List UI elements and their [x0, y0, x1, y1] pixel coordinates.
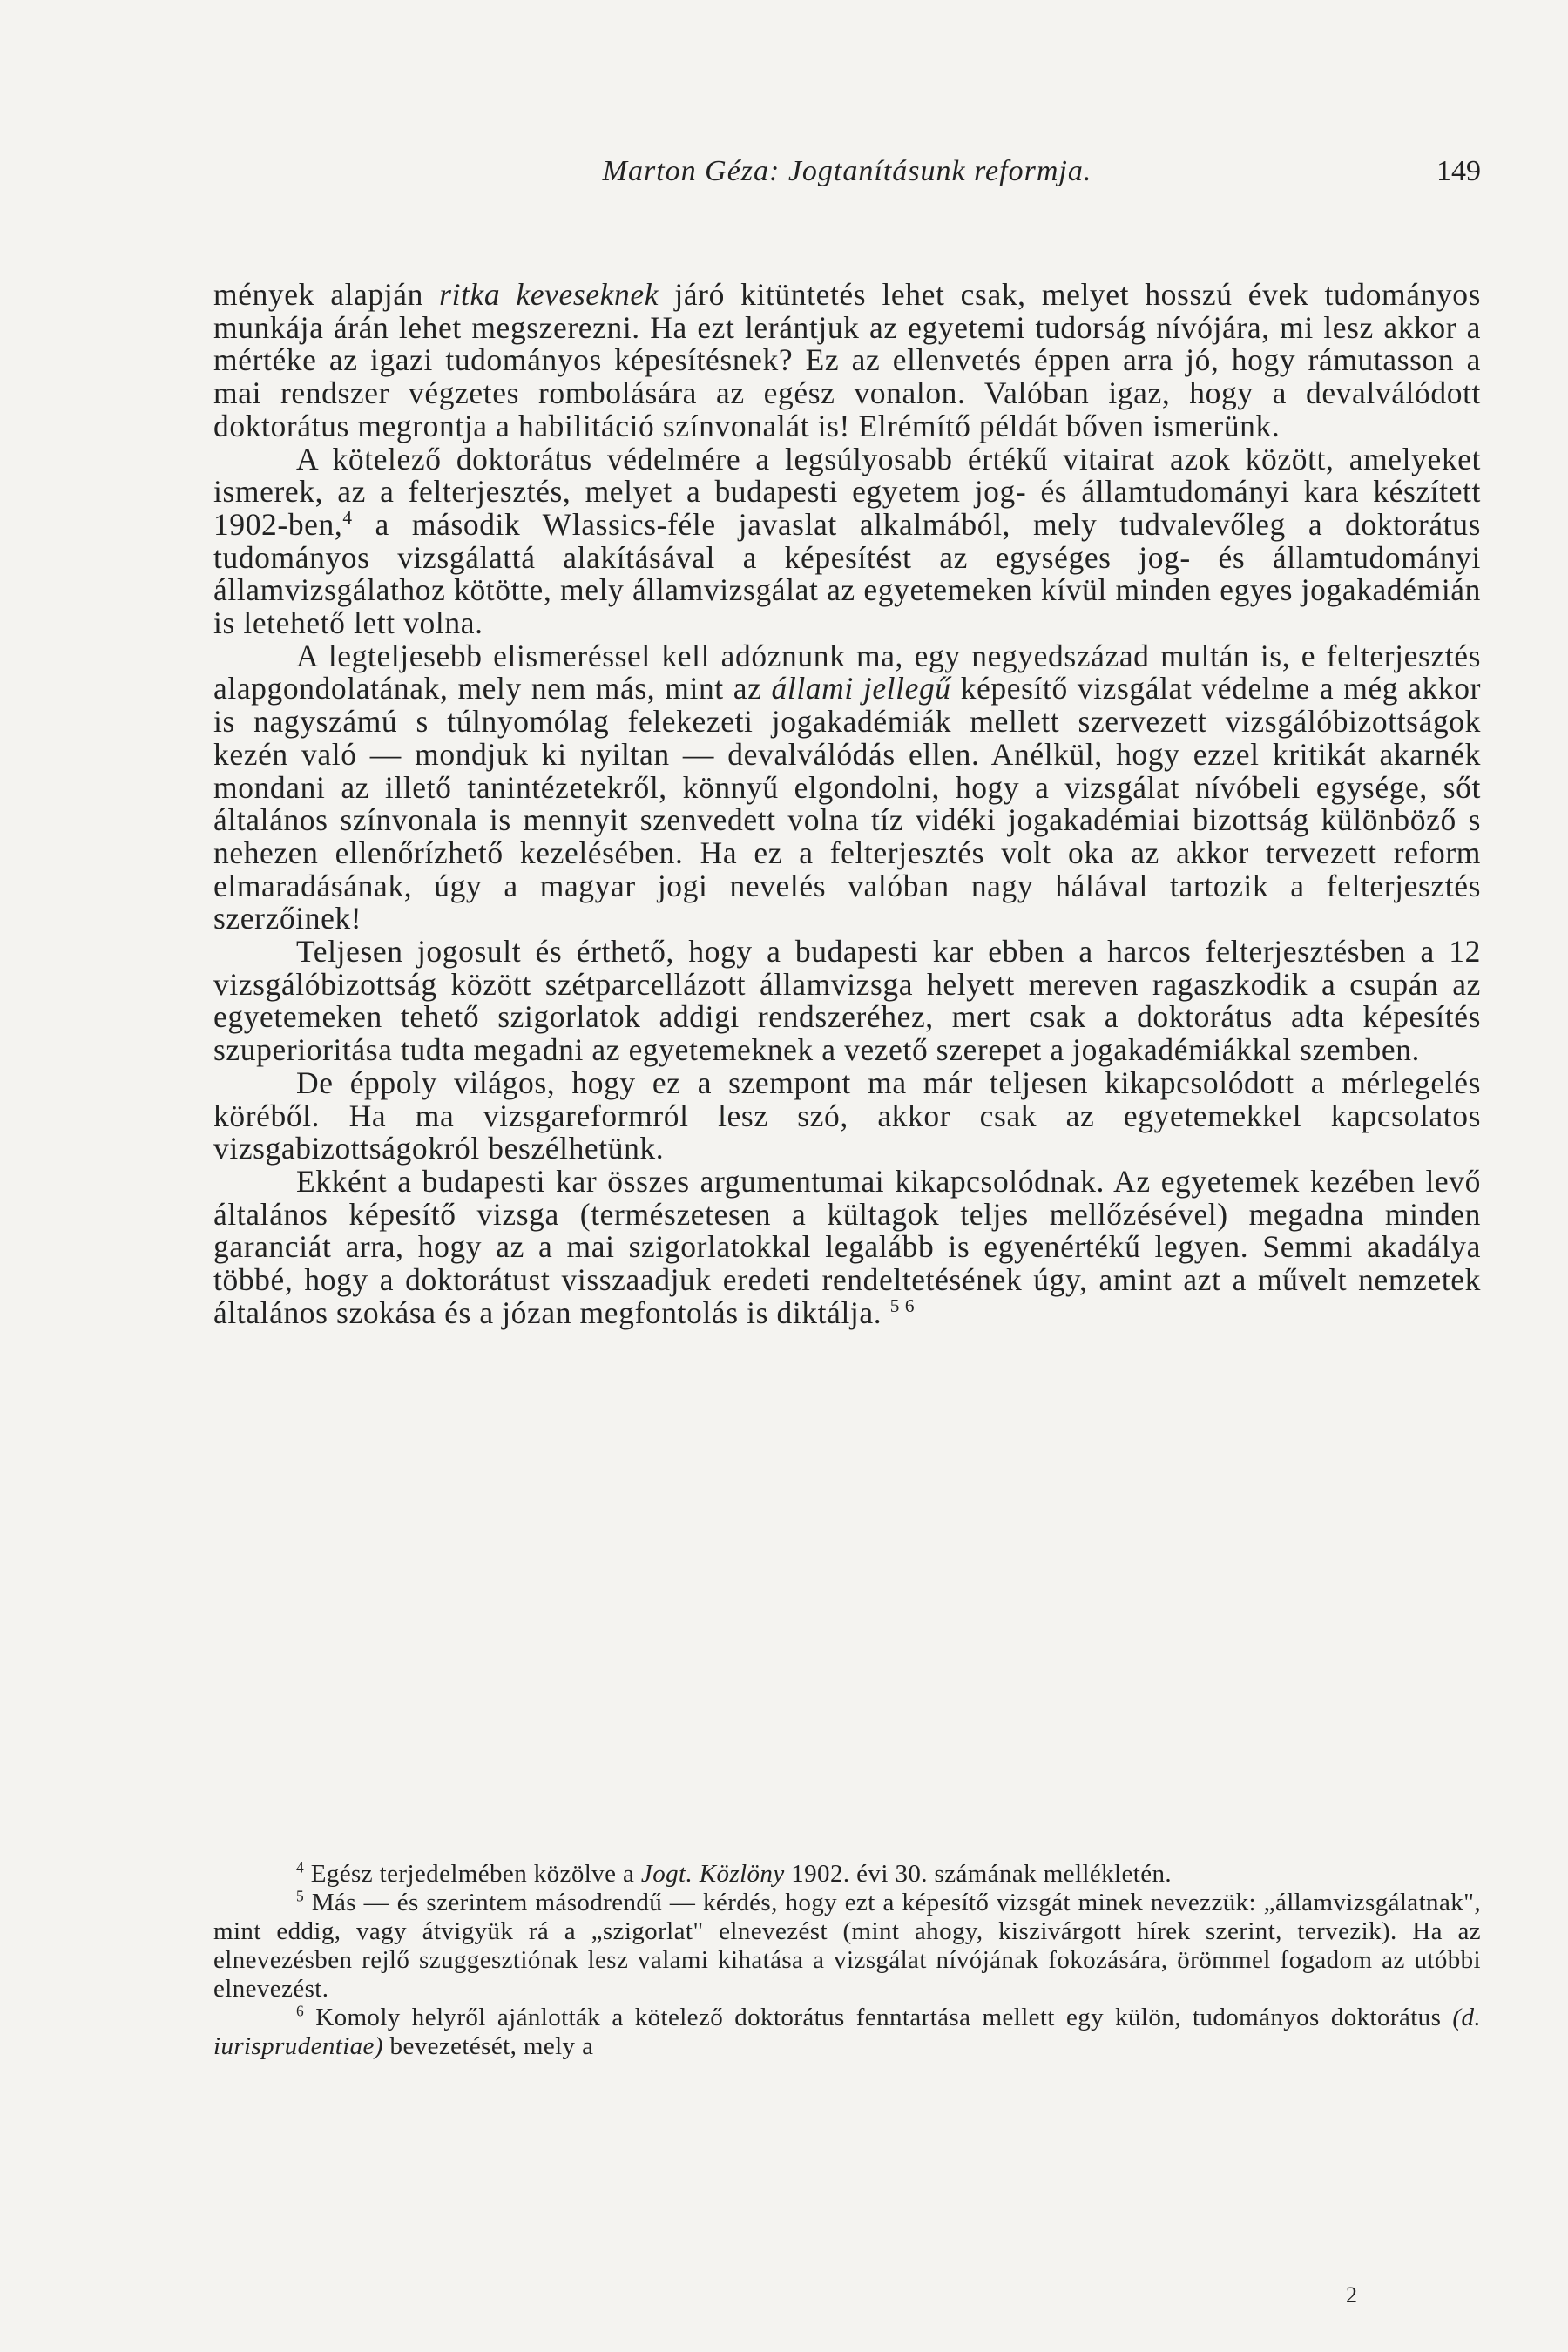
footnote-6: $^6$ Komoly helyről ajánlották a kötelező doktorátus fenntartása mellett egy külön, tudományos doktorátus (d. iurisprudentiae) bevezetését, mely a	[213, 2002, 1481, 2060]
footnote-ref-4: 4	[342, 507, 353, 529]
paragraph-4: Teljesen jogosult és érthető, hogy a budapesti kar ebben a harcos felterjesztésben a 12 vizsgálóbizottság között szétparcellázott államvizsga helyett mereven ragaszkodik a csupán az egyetemeken tehető szigorlatok addigi rendszeréhez, mert csak a doktorátus adta képesítés szuperioritása tudta megadni az egyetemeknek a vezető szerepet a jogakadémiákkal szemben.	[213, 934, 1481, 1068]
running-title: Marton Géza: Jogtanításunk reformja.	[602, 155, 1092, 187]
emphasis: ritka keveseknek	[439, 277, 659, 312]
footnote-4: $^4$ Egész terjedelmében közölve a Jogt. Közlöny 1902. évi 30. számának mellékletén.	[296, 1858, 1173, 1888]
footnotes	[213, 1860, 1481, 2061]
page-number: 149	[1436, 155, 1481, 187]
paragraph-1: mények alapján ritka keveseknek járó kitüntetés lehet csak, melyet hosszú évek tudományos munkája árán lehet megszerezni. Ha ezt lerántjuk az egyetemi tudorság nívójára, mi lesz akkor a mértéke az igazi tudományos képesítésnek? Ez az ellenvetés éppen arra jó, hogy rámutasson a mai rendszer végzetes rombolására az egész vonalon. Valóban igaz, hogy a devalválódott doktorátus megrontja a habilitáció színvonalát is! Elrémítő példát bőven ismerünk.	[213, 277, 1482, 443]
paragraph-3: A legteljesebb elismeréssel kell adóznunk ma, egy negyedszázad multán is, e felterjesztés alapgondolatának, mely nem más, mint az állami jellegű képesítő vizsgálat védelme a még akkor is nagyszámú s túlnyomólag felekezeti jogakadémiák mellett szervezett vizsgálóbizottságok kezén való — mondjuk ki nyiltan — devalválódás ellen. Anélkül, hogy ezzel kritikát akarnék mondani az illető tanintézetekről, könnyű elgondolni, hogy a vizsgálat nívóbeli egysége, sőt általános színvonala is mennyit szenvedett volna tíz vidéki jogakadémiai bizottság különböző s nehezen ellenőrízhető kezelésében. Ha ez a felterjesztés volt oka az akkor tervezett reform elmaradásának, úgy a magyar jogi nevelés valóban nagy hálával tartozik a felterjesztés szerzőinek!	[213, 638, 1481, 936]
printer-signature: 2	[1346, 2282, 1357, 2308]
paragraph-5: De éppoly világos, hogy ez a szempont ma már teljesen kikapcsolódott a mérlegelés köréből. Ha ma vizsgareformról lesz szó, akkor csak az egyetemekkel kapcsolatos vizsgabizottságokról beszélhetünk.	[213, 1064, 1481, 1166]
footnote-5: $^5$ Más — és szerintem másodrendű — kérdés, hogy ezt a képesítő vizsgát minek nevezzük: „államvizsgálatnak", mint eddig, vagy átvigyük rá a „szigorlat" elnevezést (mint ahogy, kiszivárgott hírek szerint, tervezik). Ha az elnevezésben rejlő szuggesztiónak lesz valami kihatása a vizsgálat nívójának fokozására, örömmel fogadom az utóbbi elnevezést.	[213, 1887, 1481, 2003]
paragraph-2: A kötelező doktorátus védelmére a legsúlyosabb értékű vitairat azok között, amelyeket ismerek, az a felterjesztés, melyet a budapesti egyetem jog- és államtudományi kara készített 1902-ben,$^4$ a második Wlassics-féle javaslat alkalmából, mely tudvalevőleg a doktorátus tudományos vizsgálattá alakításával a képesítést az egységes jog- és államtudományi államvizsgálathoz kötötte, mely államvizsgálat az egyetemeken kívül minden egyes jogakadémián is letehető lett volna.	[213, 441, 1481, 641]
body-text	[213, 279, 1481, 1330]
footnote-ref-5-6: 5 6	[889, 1294, 916, 1316]
emphasis: állami jellegű	[771, 671, 951, 706]
paragraph-6: Ekként a budapesti kar összes argumentumai kikapcsolódnak. Az egyetemek kezében levő általános képesítő vizsga (természetesen a kültagok teljes mellőzésével) megadna minden garanciát arra, hogy az a mai szigorlatokkal legalább is egyenértékű legyen. Semmi akadálya többé, hogy a doktorátust visszaadjuk eredeti rendeltetésének úgy, amint azt a művelt nemzetek általános szokása és a józan megfontolás is diktálja. $^{5 6}$	[213, 1163, 1481, 1330]
page-header	[213, 155, 1481, 199]
